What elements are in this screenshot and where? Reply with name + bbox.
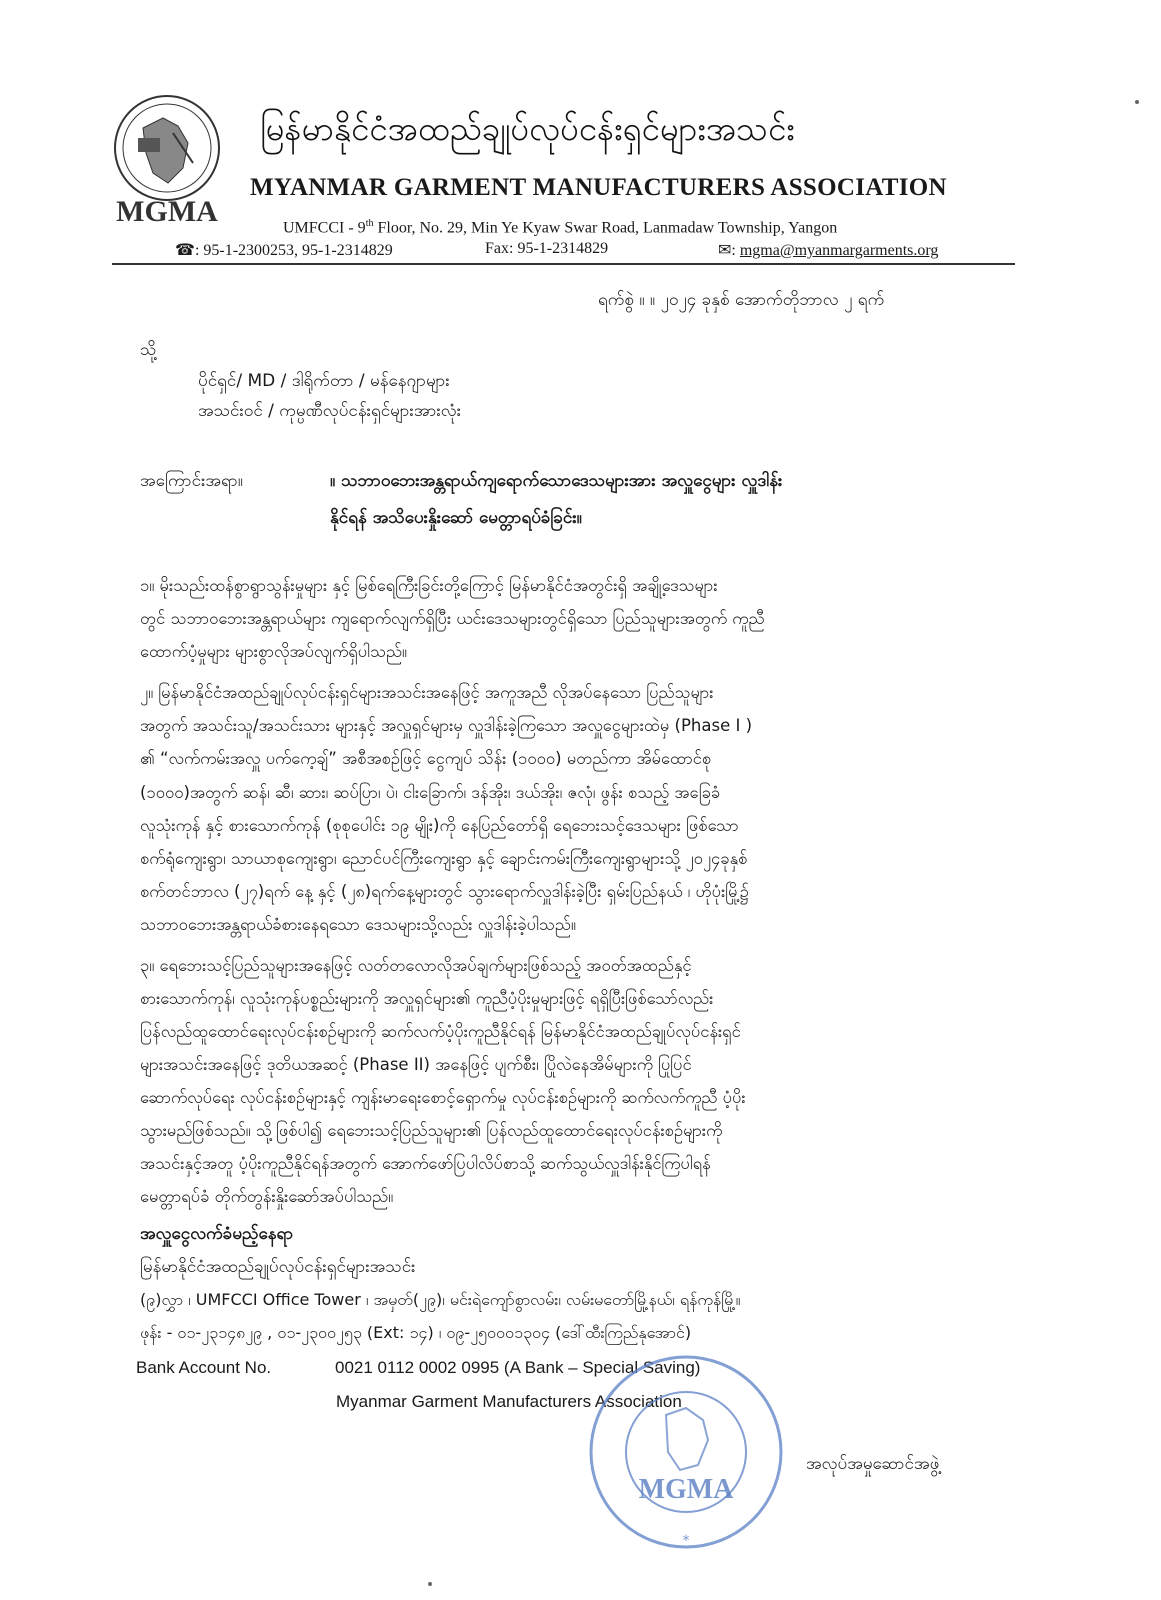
account-name: Myanmar Garment Manufacturers Association [336,1392,682,1411]
email-icon: ✉ [718,242,732,259]
body-line: မေတ္တာရပ်ခံ တိုက်တွန်းနှိုးဆော်အပ်ပါသည်။ [140,1187,394,1206]
logo-text: MGMA [116,195,218,228]
svg-text:*: * [682,1533,690,1549]
subject-line-1: ။ သဘာဝဘေးအန္တရာယ်ကျရောက်သောဒေသများအား အလှူငွေများ လှူဒါန်း [330,471,783,491]
bank-label: Bank Account No. [136,1358,272,1377]
recipient-line-1: ပိုင်ရှင်/ MD / ဒါရိုက်တာ / မန်နေဂျာများ [198,371,450,391]
body-line: ၏ “လက်ကမ်းအလှူ ပက်ကေ့ချ်” အစီအစဉ်ဖြင့် ငွေကျပ် သိန်း (၁၀၀၀) မတည်ကာ အိမ်ထောင်စု [140,749,712,768]
body-line: ဆောက်လုပ်ရေး လုပ်ငန်းစဉ်များနှင့် ကျန်းမာရေးစောင့်ရှောက်မှု လုပ်ငန်းစဉ်များကို ဆက်လက်ကူညီ ပံ့ပိုး [140,1088,746,1107]
receive-heading: အလှူငွေလက်ခံမည့်နေရာ [140,1224,294,1244]
official-stamp [588,1340,788,1570]
letter-date: ရက်စွဲ ။ ။ ၂၀၂၄ ခုနှစ် အောက်တိုဘာလ ၂ ရက် [598,290,885,310]
bank-number: 0021 0112 0002 0995 (A Bank – Special Saving) [335,1358,701,1377]
subject-line-2: နိုင်ရန် အသိပေးနှိုးဆော် မေတ္တာရပ်ခံခြင်း။ [330,508,582,528]
body-line: များအသင်းအနေဖြင့် ဒုတိယအဆင့် (Phase II) အနေဖြင့် ပျက်စီး၊ ပြိုလဲနေအိမ်များကို ပြုပြင် [140,1055,692,1074]
body-line: ၃။ ရေဘေးသင့်ပြည်သူများအနေဖြင့် လတ်တလောလိုအပ်ချက်များဖြစ်သည့် အဝတ်အထည်နှင့် [140,956,692,975]
bank-account-row [136,1358,701,1378]
body-line: ၁။ မိုးသည်းထန်စွာရွာသွန်းမှုများ နှင့် မြစ်ရေကြီးခြင်းတို့ကြောင့် မြန်မာနိုင်ငံအတွင်းရှိ အချို့ဒေသများ [140,576,718,595]
body-line: သွားမည်ဖြစ်သည်။ သို့ဖြစ်ပါ၍ ရေဘေးသင့်ပြည်သူများ၏ ပြန်လည်ထူထောင်ရေးလုပ်ငန်းစဉ်များကို [140,1121,723,1140]
header-divider [112,263,1015,265]
org-address: UMFCCI - 9th Floor, No. 29, Min Ye Kyaw Swar Road, Lanmadaw Township, Yangon [283,218,838,237]
scan-speck [1135,100,1139,104]
body-line: စားသောက်ကုန်၊ လူသုံးကုန်ပစ္စည်းများကို အလှူရှင်များ၏ ကူညီပံ့ပိုးမှုများဖြင့် ရရှိပြီးဖြစ်သော်လည်း [140,989,714,1008]
scan-speck [428,1582,432,1586]
body-line: သဘာဝဘေးအန္တရာယ်ခံစားနေရသော ဒေသများသို့လည်း လှူဒါန်းခဲ့ပါသည်။ [140,915,576,934]
body-line: ပြန်လည်ထူထောင်ရေးလုပ်ငန်းစဉ်များကို ဆက်လက်ပံ့ပိုးကူညီနိုင်ရန် မြန်မာနိုင်ငံအထည်ချုပ်လုပ်ငန်းရှင် [140,1022,741,1041]
org-title-myanmar: မြန်မာနိုင်ငံအထည်ချုပ်လုပ်ငန်းရှင်များအသင်း [260,109,795,148]
body-line: စက်ရုံကျေးရွာ၊ သာယာစုကျေးရွာ၊ ညောင်ပင်ကြီးကျေးရွာ နှင့် ချောင်းကမ်းကြီးကျေးရွာများသို့ ၂၀၂၄ခုနှစ် [140,849,748,868]
body-line: အတွက် အသင်းသူ/အသင်းသား များနှင့် အလှူရှင်များမှ လှူဒါန်းခဲ့ကြသော အလှူငွေများထဲမှ (Phase I ) [140,716,753,735]
body-line: ထောက်ပံ့မှုများ များစွာလိုအပ်လျက်ရှိပါသည်။ [140,642,407,661]
stamp-text: MGMA [638,1474,734,1505]
body-line: ၂။ မြန်မာနိုင်ငံအထည်ချုပ်လုပ်ငန်းရှင်များအသင်းအနေဖြင့် အကူအညီ လိုအပ်နေသော ပြည်သူများ [140,683,714,702]
mgma-logo [108,88,226,228]
org-title-english: MYANMAR GARMENT MANUFACTURERS ASSOCIATION [250,174,947,201]
phone-icon: ☎ [175,242,195,259]
body-line: တွင် သဘာဝဘေးအန္တရာယ်များ ကျရောက်လျက်ရှိပြီး ယင်းဒေသများတွင်ရှိသော ပြည်သူများအတွက် ကူညီ [140,609,765,628]
receive-org: မြန်မာနိုင်ငံအထည်ချုပ်လုပ်ငန်းရှင်များအသင်း [140,1257,416,1277]
body-line: စက်တင်ဘာလ (၂၇)ရက် နေ့ နှင့် (၂၈)ရက်နေ့များတွင် သွားရောက်လှူဒါန်းခဲ့ပြီး ရှမ်းပြည်နယ် ၊ ဟိုပုံးမြို့၌ [140,882,750,901]
body-line: (၁၀၀၀)အတွက် ဆန်၊ ဆီ၊ ဆား၊ ဆပ်ပြာ၊ ပဲ၊ ငါးခြောက်၊ ဒန်အိုး၊ ဒယ်အိုး၊ ဇလုံ၊ ဖွန်း စသည့် အခြေခံ [140,783,721,802]
recipient-line-2: အသင်းဝင် / ကုမ္ပဏီလုပ်ငန်းရှင်များအားလုံး [198,401,462,421]
fax-number: Fax: 95-1-2314829 [485,240,609,257]
subject-label: အကြောင်းအရာ။ [140,471,243,491]
body-line: လူသုံးကုန် နှင့် စားသောက်ကုန် (စုစုပေါင်း ၁၉ မျိုး)ကို နေပြည်တော်ရှိ ရေဘေးသင့်ဒေသများ ဖြစ်သော [140,816,739,835]
signatory: အလုပ်အမှုဆောင်အဖွဲ့ [806,1454,940,1474]
to-label: သို့ [140,340,157,360]
email-link[interactable]: mgma@myanmargarments.org [739,242,939,259]
phone-numbers: : 95-1-2300253, 95-1-2314829 [194,242,393,259]
body-line: အသင်းနှင့်အတူ ပံ့ပိုးကူညီနိုင်ရန်အတွက် အောက်ဖော်ပြပါလိပ်စာသို့ ဆက်သွယ်လှူဒါန်းနိုင်ကြပါရန် [140,1154,711,1173]
receive-phone: ဖုန်း - ၀၁-၂၃၁၄၈၂၉ , ၀၁-၂၃၀၀၂၅၃ (Ext: ၁၄) ၊ ၀၉-၂၅၀၀၀၁၃၀၄ (ဒေါ်ထီးကြည်နုအောင်) [140,1323,692,1342]
receive-address: (၉)လွှာ ၊ UMFCCI Office Tower ၊ အမှတ်(၂၉)၊ မင်းရဲကျော်စွာလမ်း၊ လမ်းမတော်မြို့နယ်၊ ရန်ကုန်မြို့။ [140,1290,741,1309]
